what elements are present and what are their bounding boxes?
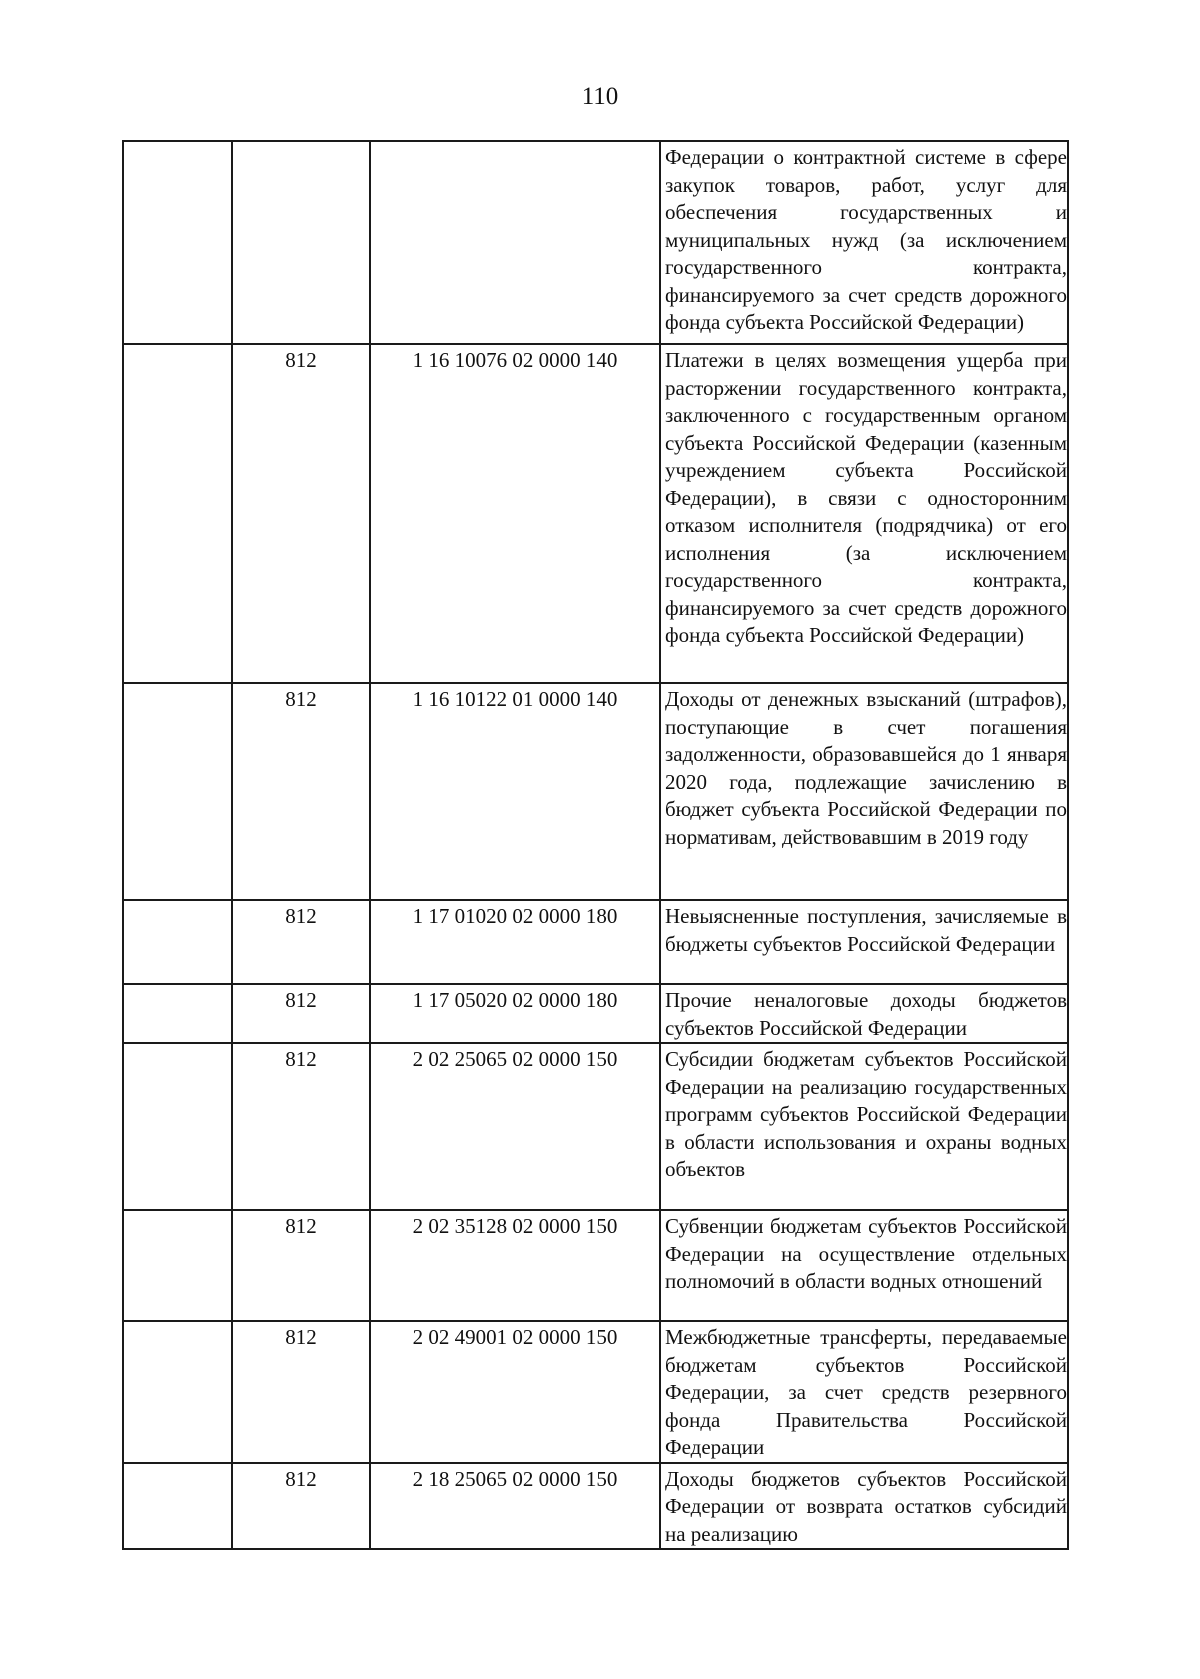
budget-code-cell: 1 16 10076 02 0000 140 [370, 344, 660, 683]
revenue-name-cell: Субсидии бюджетам субъектов Российской Федерации на реализацию государственных программ субъектов Российской Федерации в области использования и охраны водных объектов [660, 1043, 1068, 1210]
admin-code-cell: 812 [232, 984, 370, 1043]
table-row [123, 1210, 1068, 1321]
revenue-name-cell: Доходы от денежных взысканий (штрафов), поступающие в счет погашения задолженности, образовавшейся до 1 января 2020 года, подлежащие зачислению в бюджет субъекта Российской Федерации по нормативам, действовавшим в 2019 году [660, 683, 1068, 900]
table-row [123, 1463, 1068, 1550]
admin-code-cell: 812 [232, 683, 370, 900]
revenue-name-cell: Платежи в целях возмещения ущерба при расторжении государственного контракта, заключенного с государственным органом субъекта Российской Федерации (казенным учреждением субъекта Российской Федерации), в связи с односторонним отказом исполнителя (подрядчика) от его исполнения (за исключением государственного контракта, финансируемого за счет средств дорожного фонда субъекта Российской Федерации) [660, 344, 1068, 683]
revenue-name-cell: Федерации о контрактной системе в сфере закупок товаров, работ, услуг для обеспечения государственных и муниципальных нужд (за исключением государственного контракта, финансируемого за счет средств дорожного фонда субъекта Российской Федерации) [660, 141, 1068, 344]
empty-cell [123, 1210, 232, 1321]
revenue-name-cell: Субвенции бюджетам субъектов Российской Федерации на осуществление отдельных полномочий в области водных отношений [660, 1210, 1068, 1321]
table-row [123, 344, 1068, 683]
admin-code-cell [232, 141, 370, 344]
revenue-name-cell: Межбюджетные трансферты, передаваемые бюджетам субъектов Российской Федерации, за счет средств резервного фонда Правительства Российской Федерации [660, 1321, 1068, 1463]
table-row [123, 1321, 1068, 1463]
empty-cell [123, 984, 232, 1043]
table-row [123, 141, 1068, 344]
empty-cell [123, 141, 232, 344]
revenue-name-cell: Прочие неналоговые доходы бюджетов субъектов Российской Федерации [660, 984, 1068, 1043]
empty-cell [123, 1321, 232, 1463]
budget-code-cell: 1 16 10122 01 0000 140 [370, 683, 660, 900]
empty-cell [123, 344, 232, 683]
budget-code-cell: 2 02 49001 02 0000 150 [370, 1321, 660, 1463]
budget-code-cell: 2 18 25065 02 0000 150 [370, 1463, 660, 1550]
admin-code-cell: 812 [232, 344, 370, 683]
admin-code-cell: 812 [232, 900, 370, 984]
budget-code-cell: 1 17 01020 02 0000 180 [370, 900, 660, 984]
admin-code-cell: 812 [232, 1210, 370, 1321]
table-row [123, 900, 1068, 984]
revenue-codes-table [122, 140, 1069, 1550]
revenue-name-cell: Невыясненные поступления, зачисляемые в бюджеты субъектов Российской Федерации [660, 900, 1068, 984]
budget-code-cell: 1 17 05020 02 0000 180 [370, 984, 660, 1043]
budget-code-cell: 2 02 35128 02 0000 150 [370, 1210, 660, 1321]
admin-code-cell: 812 [232, 1043, 370, 1210]
empty-cell [123, 1463, 232, 1550]
table-row [123, 1043, 1068, 1210]
budget-code-cell [370, 141, 660, 344]
table-row [123, 984, 1068, 1043]
admin-code-cell: 812 [232, 1463, 370, 1550]
empty-cell [123, 900, 232, 984]
budget-code-cell: 2 02 25065 02 0000 150 [370, 1043, 660, 1210]
empty-cell [123, 683, 232, 900]
page-number: 110 [581, 83, 619, 110]
empty-cell [123, 1043, 232, 1210]
revenue-name-cell: Доходы бюджетов субъектов Российской Федерации от возврата остатков субсидий на реализацию [660, 1463, 1068, 1550]
admin-code-cell: 812 [232, 1321, 370, 1463]
table-row [123, 683, 1068, 900]
